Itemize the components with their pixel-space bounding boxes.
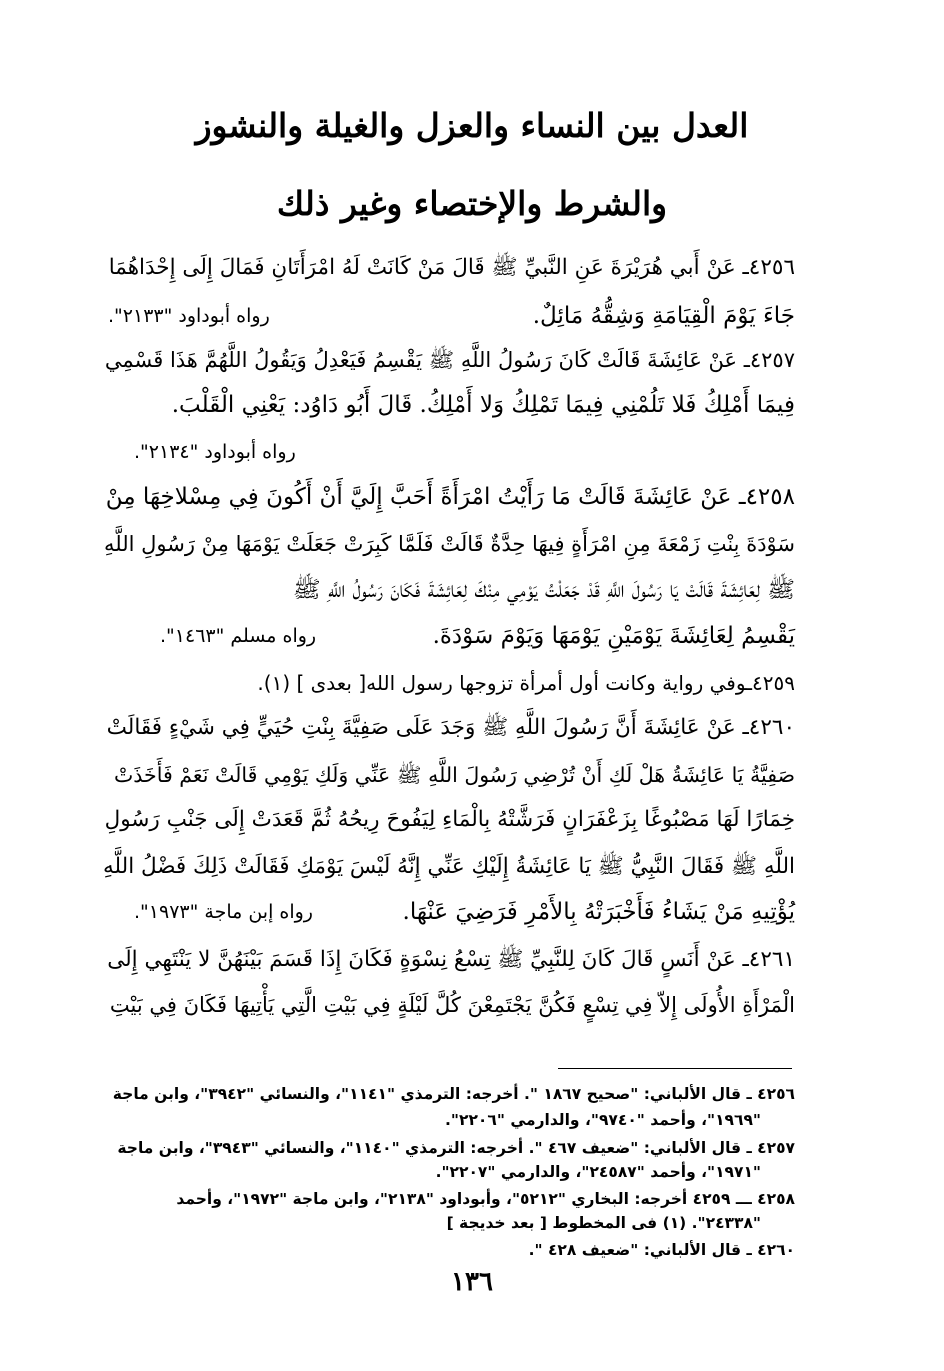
text-line <box>100 940 795 980</box>
footnote-text: ٤٢٥٨ ـــ ٤٢٥٩ أخرجه: البخاري "٥٢١٢"، وأبوداود "٢١٣٨"، وابن ماجة "١٩٧٢"، وأحمد <box>176 1190 795 1208</box>
hadith-text: ٤٢٥٦ـ عَنْ أَبي هُرَيْرَةَ عَنِ النَّبيِّ ﷺ قَالَ مَنْ كَانَتْ لَهُ امْرَأَتَانِ فَمَالَ إِلَى إِحْدَاهُمَا <box>108 255 795 280</box>
hadith-text: خِمَارًا لَهَا مَصْبُوغًا بِزَعْفَرَانٍ فَرَشَّتْهُ بِالْمَاءِ لِيَفُوحَ رِيحُهُ ثُمَّ قَعَدَتْ إِلَى جَنْبِ رَسُولِ <box>104 807 795 832</box>
text-line <box>100 663 795 703</box>
footnote-text: "١٩٧١"، وأحمد "٢٤٥٨٧"، والدارمي "٢٢٠٧". <box>435 1163 761 1181</box>
text-line <box>100 432 795 472</box>
chapter-title-line-2: والشرط والإختصاء وغير ذلك <box>276 184 668 223</box>
footnote-separator <box>558 1068 792 1069</box>
hadith-text: فِيمَا أَمْلِكُ فَلا تَلُمْنِي فِيمَا تَمْلِكُ وَلا أَمْلِكُ. قَالَ أَبُو دَاوُد: يَعْنِي الْقَلْبَ. <box>171 392 795 418</box>
text-line <box>100 340 795 380</box>
hadith-text: يُؤْتِيهِ مَنْ يَشَاءُ فَأَخْبَرَتْهُ بِالأَمْرِ فَرَضِيَ عَنْهَا. <box>402 899 795 925</box>
hadith-text: جَاءَ يَوْمَ الْقِيَامَةِ وَشِقُّهُ مَائِلٌ. <box>532 303 795 329</box>
hadith-text: ﷺ لِعَائِشَةَ قَالَتْ يَا رَسُولَ اللَّهِ قَدْ جَعَلْتُ يَوْمِي مِنْكَ لِعَائِشَةَ فَكَانَ رَسُولُ اللَّهِ ﷺ <box>292 577 795 603</box>
hadith-text: ٤٢٥٩ـوفي رواية وكانت أول أمرأة تزوجها رسول الله[ بعدى ] (١). <box>257 671 795 695</box>
text-line <box>100 800 795 840</box>
text-line <box>100 755 795 795</box>
hadith-text: اللَّهِ ﷺ فَقَالَ النَّبِيُّ ﷺ يَا عَائِشَةُ إِلَيْكِ عَنِّي إِنَّهُ لَيْسَ يَوْمَكِ فَقَالَتْ ذَلِكَ فَضْلُ اللَّهِ <box>103 854 795 879</box>
text-line <box>100 385 795 425</box>
text-line <box>100 248 795 288</box>
source-citation: رواه أبوداود "٢١٣٤". <box>134 441 296 463</box>
hadith-text: ٤٢٥٧ـ عَنْ عَائِشَةَ قَالَتْ كَانَ رَسُولُ اللَّهِ ﷺ يَقْسِمُ فَيَعْدِلُ وَيَقُولُ اللَّهُمَّ هَذَا قَسْمِي <box>104 348 795 372</box>
hadith-text: يَقْسِمُ لِعَائِشَةَ يَوْمَيْنِ يَوْمَهَا وَيَوْمَ سَوْدَةَ. <box>432 623 795 649</box>
footnote-text: ٤٢٥٦ ـ قال الألباني: "صحيح ١٨٦٧ ". أخرجه: الترمذي "١١٤١"، والنسائي "٣٩٤٢"، وابن ماجة <box>112 1085 795 1103</box>
text-line <box>100 985 795 1025</box>
page-number: ١٣٦ <box>451 1267 493 1297</box>
text-line <box>100 616 795 656</box>
text-line <box>100 570 795 610</box>
source-citation: رواه مسلم "١٤٦٣". <box>160 625 317 647</box>
hadith-text: ٤٢٦١ـ عَنْ أَنَسٍ قَالَ كَانَ لِلنَّبِيِّ ﷺ تِسْعُ نِسْوَةٍ فَكَانَ إِذَا قَسَمَ بَيْنَهُنَّ لا يَنْتَهِي إِلَى <box>107 947 795 972</box>
hadith-text: سَوْدَةَ بِنْتِ زَمْعَةَ مِنِ امْرَأَةٍ فِيهَا حِدَّةٌ قَالَتْ فَلَمَّا كَبِرَتْ جَعَلَتْ يَوْمَهَا مِنْ رَسُولِ اللَّهِ <box>104 532 795 556</box>
chapter-title-line-1: العدل بين النساء والعزل والغيلة والنشوز <box>195 106 749 145</box>
footnote-text: ٤٢٦٠ ـ قال الألباني: "ضعيف ٤٢٨ ". <box>528 1241 795 1259</box>
text-line <box>100 892 795 932</box>
text-line <box>100 708 795 748</box>
text-line <box>100 847 795 887</box>
footnote-text: "٢٤٣٣٨". (١) فى المخطوط [ بعد خديجة ] <box>446 1214 761 1232</box>
hadith-text: صَفِيَّةُ يَا عَائِشَةُ هَلْ لَكِ أَنْ تُرْضِي رَسُولَ اللَّهِ ﷺ عَنِّي وَلَكِ يَوْمِي قَالَتْ نَعَمْ فَأَخَذَتْ <box>113 763 795 787</box>
hadith-text: ٤٢٥٨ـ عَنْ عَائِشَةَ قَالَتْ مَا رَأَيْتُ امْرَأَةً أَحَبَّ إِلَيَّ أَنْ أَكُونَ فِي مِسْلاخِهَا مِنْ <box>105 484 795 510</box>
text-line <box>100 477 795 517</box>
hadith-text: الْمَرْأَةِ الأُولَى إِلاّ فِي تِسْعٍ فَكُنَّ يَجْتَمِعْنَ كُلَّ لَيْلَةٍ فِي بَيْتِ الَّتِي يَأْتِيهَا فَكَانَ فِي بَيْتِ <box>109 993 795 1017</box>
source-citation: رواه إبن ماجة "١٩٧٣". <box>134 901 313 923</box>
source-citation: رواه أبوداود "٢١٣٣". <box>108 305 270 327</box>
text-line <box>100 524 795 564</box>
text-line <box>100 296 795 336</box>
footnote-text: "١٩٦٩"، وأحمد "٩٧٤٠"، والدارمي "٢٢٠٦". <box>445 1111 761 1129</box>
hadith-text: ٤٢٦٠ـ عَنْ عَائِشَةَ أَنَّ رَسُولَ اللَّهِ ﷺ وَجَدَ عَلَى صَفِيَّةَ بِنْتِ حُيَيٍّ فِي شَيْءٍ فَقَالَتْ <box>106 715 795 740</box>
footnote-text: ٤٢٥٧ ـ قال الألباني: "ضعيف ٤٦٧ ". أخرجه: الترمذي "١١٤٠"، والنسائي "٣٩٤٣"، وابن ماجة <box>117 1139 795 1157</box>
